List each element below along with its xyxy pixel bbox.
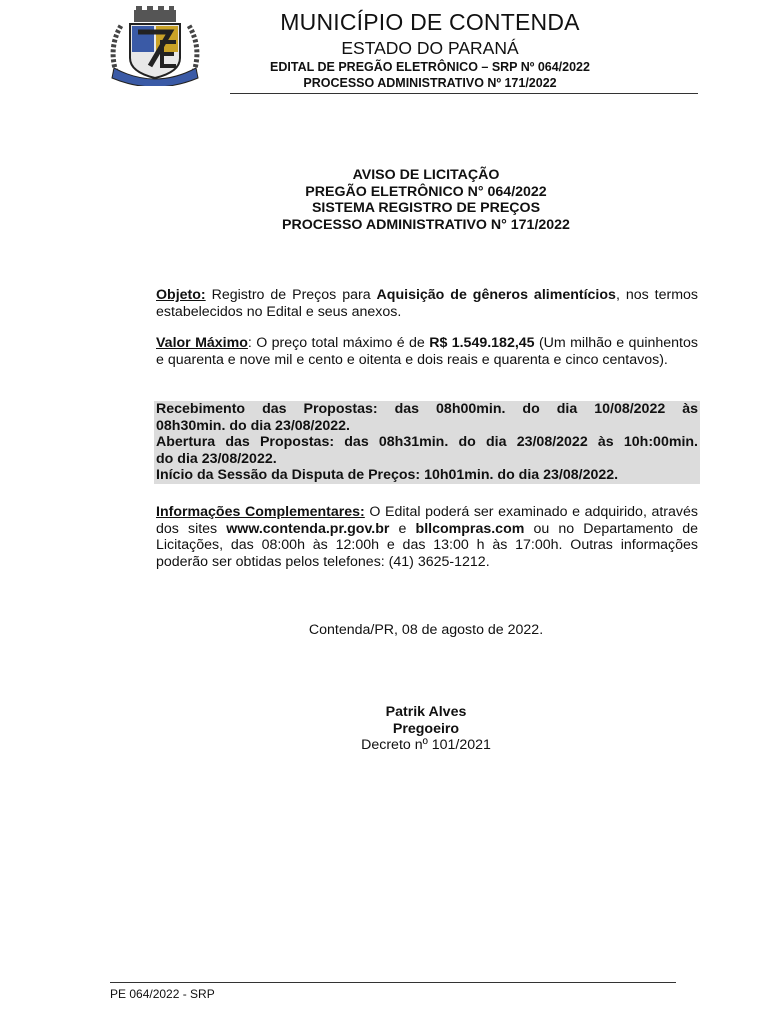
objeto-label: Objeto: (156, 287, 206, 303)
objeto-bold: Aquisição de gêneros alimentícios (376, 287, 616, 303)
info-site-contenda[interactable]: www.contenda.pr.gov.br (226, 520, 390, 537)
signature-decree: Decreto nº 101/2021 (361, 737, 491, 753)
valor-text1: : O preço total máximo é de (247, 335, 430, 351)
municipal-coat-of-arms-icon (104, 6, 206, 86)
title-sistema: SISTEMA REGISTRO DE PREÇOS (311, 200, 541, 216)
datas-recebimento-line1: Recebimento das Propostas: das 08h00min. do dia 10/08/2022 às (156, 401, 698, 417)
datas-abertura-line2: do dia 23/08/2022. (156, 450, 277, 467)
header-edital: EDITAL DE PREGÃO ELETRÔNICO – SRP Nº 064/2022 (270, 60, 590, 74)
info-text3: ou no Departamento de Licitações, das 08:00h às 12:00h e das 13:00 h às 17:00h. Outras informações poderão ser obtidas pelos telefones: (41) 3625-1212. (156, 520, 699, 570)
info-site-bll[interactable]: bllcompras.com (415, 520, 525, 537)
signature-block (200, 704, 652, 754)
info-label: Informações Complementares: (156, 504, 365, 520)
datas-abertura-line1: Abertura das Propostas: das 08h31min. do dia 23/08/2022 às 10h:00min. (156, 434, 698, 450)
datas-highlight-box (154, 401, 700, 484)
signature-role: Pregoeiro (392, 720, 460, 737)
info-paragraph (156, 504, 698, 570)
header-divider (230, 93, 698, 94)
info-text2: e (389, 520, 416, 537)
header-processo: PROCESSO ADMINISTRATIVO Nº 171/2022 (303, 76, 557, 90)
objeto-text2: , nos termos estabelecidos no Edital e seus anexos. (156, 287, 699, 320)
title-aviso: AVISO DE LICITAÇÃO (352, 167, 500, 183)
signature-name: Patrik Alves (385, 704, 467, 720)
datas-inicio-sessao: Início da Sessão da Disputa de Preços: 10h01min. do dia 23/08/2022. (156, 467, 619, 483)
valor-paragraph (156, 335, 698, 368)
footer-divider (110, 982, 676, 983)
header-municipality: MUNICÍPIO DE CONTENDA (280, 9, 580, 35)
datas-recebimento-line2: 08h30min. do dia 23/08/2022. (156, 417, 350, 434)
title-pregao: PREGÃO ELETRÔNICO N° 064/2022 (305, 183, 547, 200)
info-text1: O Edital poderá ser examinado e adquirido, através dos sites (156, 504, 698, 537)
valor-label: Valor Máximo (156, 335, 248, 351)
objeto-paragraph (156, 287, 698, 320)
place-date: Contenda/PR, 08 de agosto de 2022. (308, 622, 544, 638)
objeto-text1: Registro de Preços para (205, 287, 377, 303)
footer-reference: PE 064/2022 - SRP (110, 987, 215, 1001)
valor-amount: R$ 1.549.182,45 (429, 335, 535, 351)
header-state: ESTADO DO PARANÁ (341, 38, 519, 58)
title-processo: PROCESSO ADMINISTRATIVO N° 171/2022 (282, 216, 570, 233)
notice-titles (200, 167, 652, 233)
valor-text2: (Um milhão e quinhentos e quarenta e nove mil e cento e oitenta e dois reais e quarenta e cinco centavos). (156, 335, 698, 368)
